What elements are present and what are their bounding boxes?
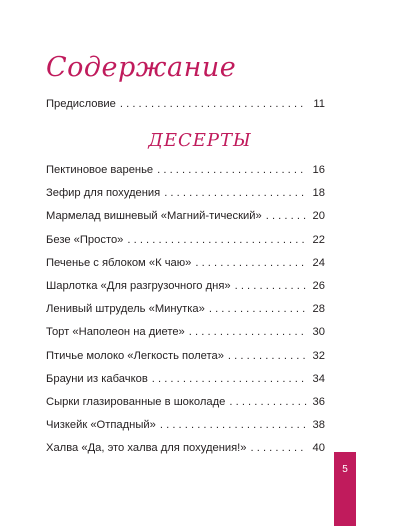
toc-entry-page: 30 [312, 326, 325, 338]
toc-entry [46, 256, 325, 270]
toc-entry-page: 36 [312, 396, 325, 408]
toc-entry-page: 40 [312, 442, 325, 454]
dot-leader [251, 441, 307, 455]
toc-entry-page: 18 [312, 187, 325, 199]
toc-entry-label: Мармелад вишневый «Магний-тический» [46, 210, 262, 222]
page-number: 5 [342, 464, 348, 475]
toc-entry-label: Брауни из кабачков [46, 373, 148, 385]
page-title: Содержание [46, 52, 237, 83]
toc-entry [46, 441, 325, 455]
toc-entry-page: 38 [312, 419, 325, 431]
toc-entry [46, 395, 325, 409]
toc-entry-label: Халва «Да, это халва для похудения!» [46, 442, 247, 454]
toc-entry [46, 209, 325, 223]
toc-entry-label: Торт «Наполеон на диете» [46, 326, 185, 338]
toc-entry-label: Чизкейк «Отпадный» [46, 419, 156, 431]
toc-entry [46, 325, 325, 339]
toc-entry [46, 302, 325, 316]
section-title: ДЕСЕРТЫ [148, 130, 252, 151]
dot-leader [120, 97, 307, 111]
toc-entry-label: Шарлотка «Для разгрузочного дня» [46, 280, 231, 292]
toc-entry-page: 16 [312, 164, 325, 176]
dot-leader [160, 418, 307, 432]
dot-leader [266, 209, 307, 223]
toc-entry-page: 20 [312, 210, 325, 222]
toc-entry [46, 349, 325, 363]
dot-leader [195, 256, 307, 270]
toc-entry [46, 279, 325, 293]
toc-entry-preface [46, 97, 325, 111]
dot-leader [228, 349, 307, 363]
toc-entry-page: 34 [312, 373, 325, 385]
toc-entry-label: Пектиновое варенье [46, 164, 154, 176]
toc-entry-label: Печенье с яблоком «К чаю» [46, 257, 192, 269]
toc-entry-label: Зефир для похудения [46, 187, 161, 199]
page-number-tab [334, 452, 356, 526]
toc-entry [46, 163, 325, 177]
dot-leader [164, 186, 307, 200]
dot-leader [235, 279, 307, 293]
toc-entry [46, 233, 325, 247]
toc-entry-page: 28 [312, 303, 325, 315]
dot-leader [127, 233, 307, 247]
toc-entry-page: 26 [312, 280, 325, 292]
dot-leader [209, 302, 307, 316]
toc-entry [46, 372, 325, 386]
toc-entry-page: 24 [312, 257, 325, 269]
toc-entry-page: 32 [312, 350, 325, 362]
dot-leader [152, 372, 307, 386]
toc-entry-label: Предисловие [46, 98, 116, 110]
toc-entry [46, 186, 325, 200]
toc-entry [46, 418, 325, 432]
toc-entry-label: Сырки глазированные в шоколаде [46, 396, 226, 408]
dot-leader [229, 395, 307, 409]
toc-entry-page: 22 [312, 234, 325, 246]
dot-leader [157, 163, 307, 177]
toc-entry-label: Безе «Просто» [46, 234, 124, 246]
dot-leader [189, 325, 307, 339]
toc-entry-label: Птичье молоко «Легкость полета» [46, 350, 224, 362]
toc-entry-label: Ленивый штрудель «Минутка» [46, 303, 205, 315]
toc-entry-page: 11 [313, 98, 325, 110]
